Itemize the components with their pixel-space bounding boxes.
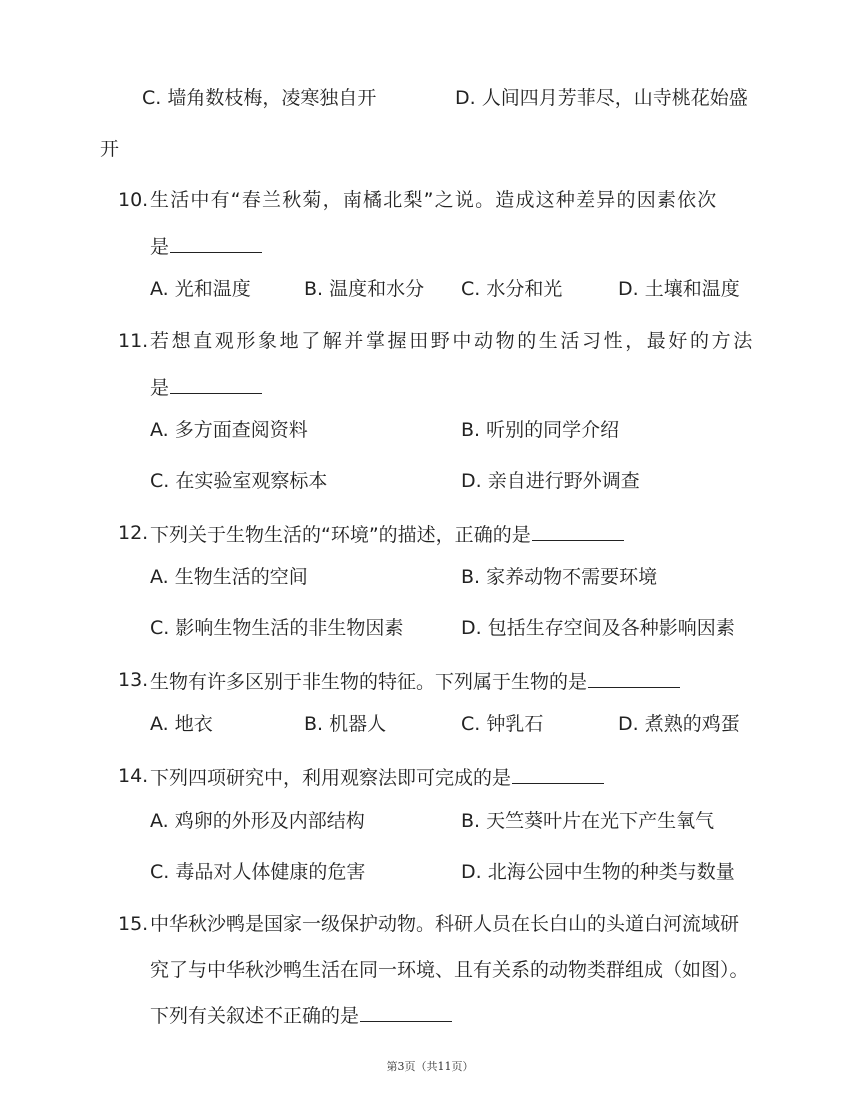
q14-option-b: B. 天竺葵叶片在光下产生氧气	[461, 810, 715, 832]
answer-blank[interactable]	[170, 234, 262, 253]
q12-option-b: B. 家养动物不需要环境	[461, 566, 658, 588]
q12-stem: 下列关于生物生活的“环境”的描述，正确的是	[150, 522, 624, 546]
q15-stem-line2: 究了与中华秋沙鸭生活在同一环境、且有关系的动物类群组成（如图）。	[150, 959, 749, 981]
answer-blank[interactable]	[588, 669, 680, 688]
answer-blank[interactable]	[360, 1003, 452, 1022]
q9-option-c: C. 墙角数枝梅，凌寒独自开	[142, 87, 377, 109]
q11-number: 11.	[118, 330, 149, 352]
page-footer: 第3页（共11页）	[386, 1060, 474, 1073]
q11-option-c: C. 在实验室观察标本	[150, 470, 328, 492]
q13-option-c: C. 钟乳石	[461, 713, 544, 735]
answer-blank[interactable]	[170, 375, 262, 394]
q15-stem: 中华秋沙鸭是国家一级保护动物。科研人员在长白山的头道白河流域研	[150, 913, 740, 935]
q15-stem-line3: 下列有关叙述不正确的是	[150, 1003, 452, 1027]
q11-option-a: A. 多方面查阅资料	[150, 419, 308, 441]
q11-stem: 若想直观形象地了解并掌握田野中动物的生活习性，最好的方法	[150, 330, 755, 352]
q14-option-a: A. 鸡卵的外形及内部结构	[150, 810, 365, 832]
q14-option-c: C. 毒品对人体健康的危害	[150, 861, 366, 883]
q10-stem-line2: 是	[150, 234, 262, 258]
q10-option-a: A. 光和温度	[150, 278, 251, 300]
q14-stem: 下列四项研究中，利用观察法即可完成的是	[150, 765, 604, 789]
q13-number: 13.	[118, 669, 149, 691]
q13-option-b: B. 机器人	[304, 713, 387, 735]
q10-option-b: B. 温度和水分	[304, 278, 425, 300]
q14-option-d: D. 北海公园中生物的种类与数量	[461, 861, 735, 883]
q12-option-d: D. 包括生存空间及各种影响因素	[461, 617, 735, 639]
q12-option-c: C. 影响生物生活的非生物因素	[150, 617, 404, 639]
q10-option-d: D. 土壤和温度	[618, 278, 740, 300]
q12-number: 12.	[118, 522, 149, 544]
answer-blank[interactable]	[532, 522, 624, 541]
answer-blank[interactable]	[512, 765, 604, 784]
q11-option-b: B. 听别的同学介绍	[461, 419, 620, 441]
q9-option-d: D. 人间四月芳菲尽，山寺桃花始盛	[455, 87, 748, 109]
q14-number: 14.	[118, 765, 149, 787]
q13-stem: 生物有许多区别于非生物的特征。下列属于生物的是	[150, 669, 680, 693]
q13-option-d: D. 煮熟的鸡蛋	[618, 713, 740, 735]
q10-option-c: C. 水分和光	[461, 278, 563, 300]
q11-option-d: D. 亲自进行野外调查	[461, 470, 640, 492]
q10-stem: 生活中有“春兰秋菊，南橘北梨”之说。造成这种差异的因素依次	[150, 189, 718, 211]
q15-number: 15.	[118, 913, 149, 935]
q10-number: 10.	[118, 189, 149, 211]
q9-option-d-wrap: 开	[100, 138, 120, 160]
q11-stem-line2: 是	[150, 375, 262, 399]
q13-option-a: A. 地衣	[150, 713, 213, 735]
q12-option-a: A. 生物生活的空间	[150, 566, 308, 588]
